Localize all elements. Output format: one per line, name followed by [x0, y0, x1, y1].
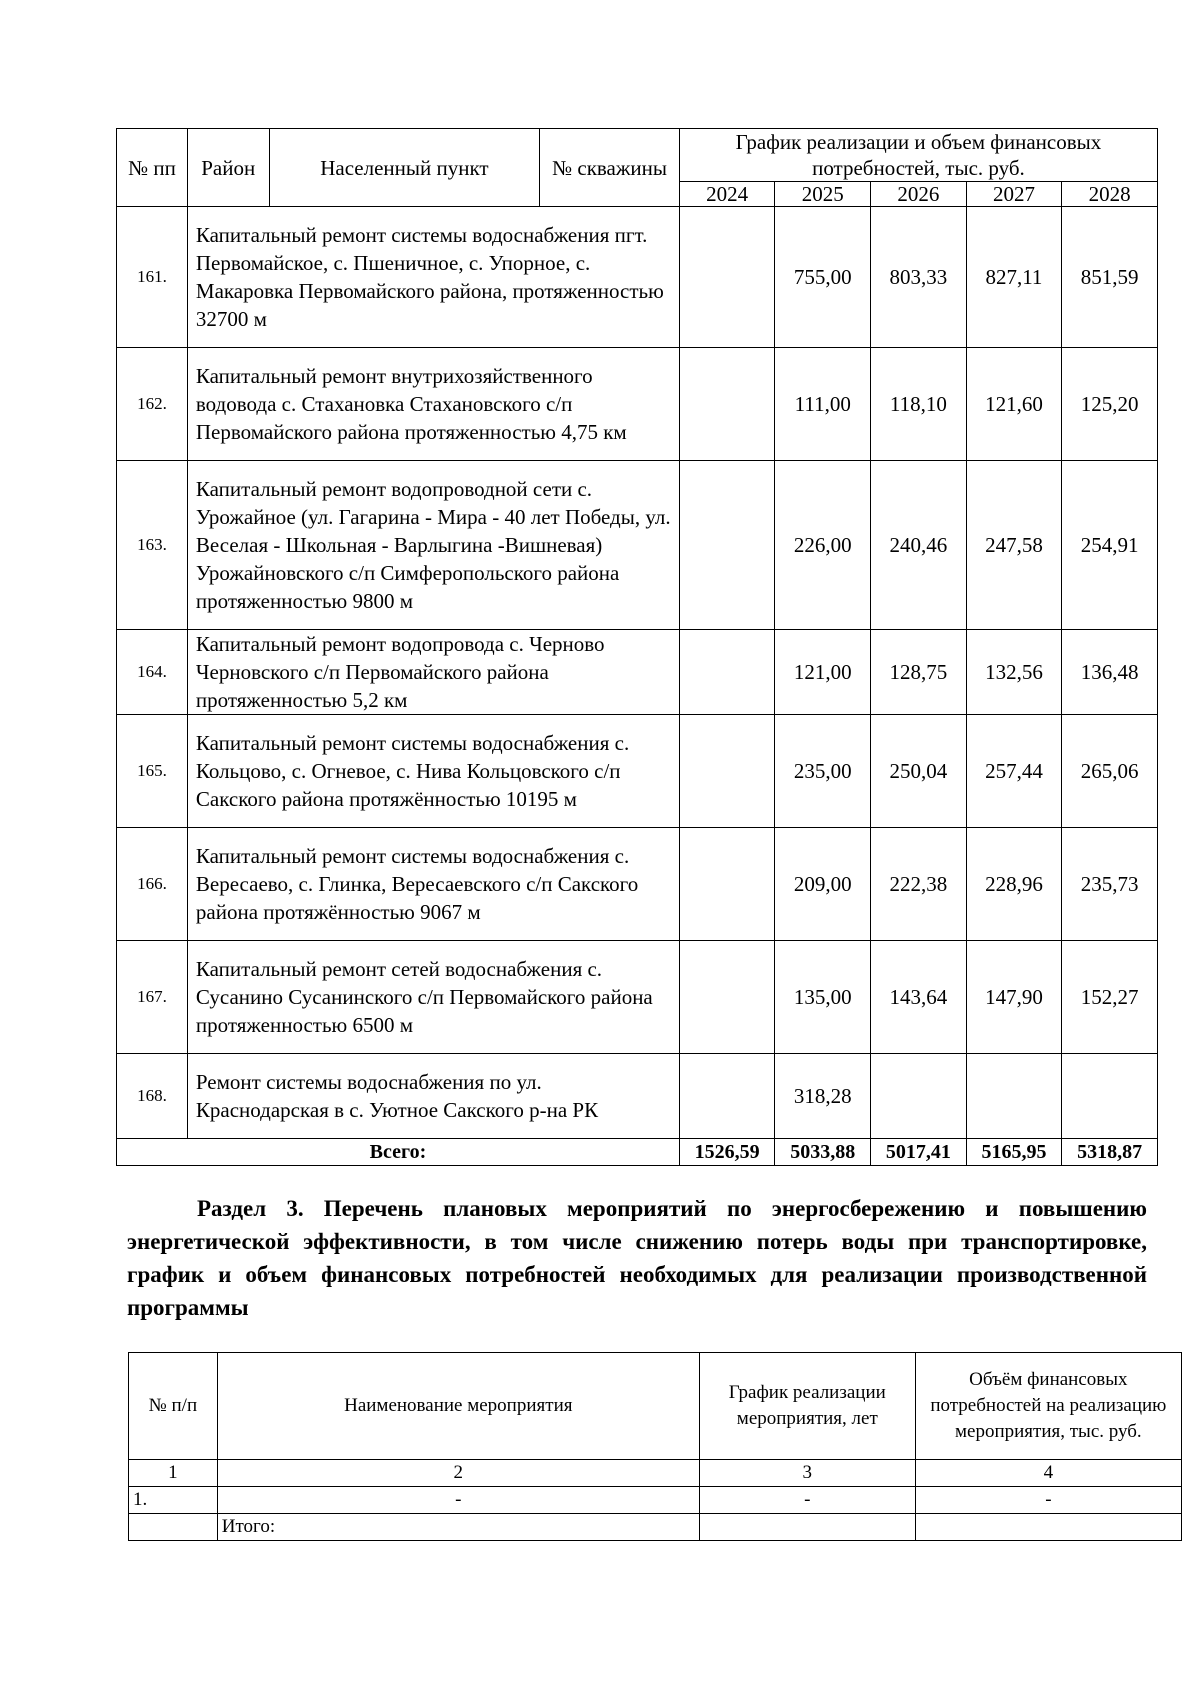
- cell-2026: 250,04: [871, 715, 967, 828]
- row-description: Ремонт системы водоснабжения по ул. Краснодарская в с. Уютное Сакского р-на РК: [187, 1054, 679, 1139]
- col-number: 1: [129, 1460, 218, 1487]
- cell-2024: [679, 207, 775, 348]
- cell-2028: 136,48: [1062, 630, 1158, 715]
- total-2028: 5318,87: [1062, 1139, 1158, 1166]
- table-row: [117, 828, 1158, 941]
- total-2025: 5033,88: [775, 1139, 871, 1166]
- header-num: № п/п: [129, 1353, 218, 1460]
- cell-2025: 235,00: [775, 715, 871, 828]
- row-number: 164.: [117, 630, 188, 715]
- cell-2027: 147,90: [966, 941, 1062, 1054]
- cell-2026: 222,38: [871, 828, 967, 941]
- cell-2028: 235,73: [1062, 828, 1158, 941]
- header-name: Наименование мероприятия: [217, 1353, 699, 1460]
- cell-2028: 152,27: [1062, 941, 1158, 1054]
- header-year: 2028: [1062, 182, 1158, 207]
- row-name: -: [217, 1487, 699, 1514]
- row-description: Капитальный ремонт системы водоснабжения пгт. Первомайское, с. Пшеничное, с. Упорное, с. Макаровка Первомайского района, протяженностью 32700 м: [187, 207, 679, 348]
- header-schedule: График реализации мероприятия, лет: [699, 1353, 915, 1460]
- total-2027: 5165,95: [966, 1139, 1062, 1166]
- empty-cell: [129, 1514, 218, 1541]
- col-number: 3: [699, 1460, 915, 1487]
- total-label: Итого:: [217, 1514, 699, 1541]
- row-number: 161.: [117, 207, 188, 348]
- row-description: Капитальный ремонт сетей водоснабжения с. Сусанино Сусанинского с/п Первомайского района протяженностью 6500 м: [187, 941, 679, 1054]
- table-row: [117, 715, 1158, 828]
- cell-2025: 318,28: [775, 1054, 871, 1139]
- row-number: 162.: [117, 348, 188, 461]
- cell-2025: 135,00: [775, 941, 871, 1054]
- cell-2025: 111,00: [775, 348, 871, 461]
- total-row: [129, 1514, 1182, 1541]
- cell-2028: 125,20: [1062, 348, 1158, 461]
- row-description: Капитальный ремонт внутрихозяйственного водовода с. Стахановка Стахановского с/п Первомайского района протяженностью 4,75 км: [187, 348, 679, 461]
- cell-2027: 257,44: [966, 715, 1062, 828]
- cell-2026: 128,75: [871, 630, 967, 715]
- cell-2026: 143,64: [871, 941, 967, 1054]
- header-well: № скважины: [540, 129, 680, 207]
- row-description: Капитальный ремонт системы водоснабжения с. Вересаево, с. Глинка, Вересаевского с/п Сакского района протяжённостью 9067 м: [187, 828, 679, 941]
- total-label: Всего:: [117, 1139, 680, 1166]
- energy-measures-table: [128, 1352, 1182, 1541]
- cell-2025: 121,00: [775, 630, 871, 715]
- cell-2024: [679, 630, 775, 715]
- cell-2027: 228,96: [966, 828, 1062, 941]
- cell-2027: 827,11: [966, 207, 1062, 348]
- header-district: Район: [187, 129, 269, 207]
- cell-2024: [679, 1054, 775, 1139]
- cell-2026: 240,46: [871, 461, 967, 630]
- cell-2027: 132,56: [966, 630, 1062, 715]
- row-number: 165.: [117, 715, 188, 828]
- cell-2025: 226,00: [775, 461, 871, 630]
- col-number: 2: [217, 1460, 699, 1487]
- cell-2025: 209,00: [775, 828, 871, 941]
- cell-2026: 118,10: [871, 348, 967, 461]
- empty-cell: [915, 1514, 1181, 1541]
- row-description: Капитальный ремонт водопроводной сети с. Урожайное (ул. Гагарина - Мира - 40 лет Победы, ул. Веселая - Школьная - Варлыгина -Вишневая) Урожайновского с/п Симферопольского района протяженностью 9800 м: [187, 461, 679, 630]
- header-schedule: График реализации и объем финансовых потребностей, тыс. руб.: [679, 129, 1157, 182]
- row-number: 163.: [117, 461, 188, 630]
- cell-2027: 121,60: [966, 348, 1062, 461]
- header-settlement: Населенный пункт: [269, 129, 540, 207]
- table-row: [117, 941, 1158, 1054]
- header-pp: № пп: [117, 129, 188, 207]
- col-number: 4: [915, 1460, 1181, 1487]
- row-number: 166.: [117, 828, 188, 941]
- cell-2028: 851,59: [1062, 207, 1158, 348]
- section-3-heading: [127, 1192, 1147, 1324]
- header-volume: Объём финансовых потребностей на реализацию мероприятия, тыс. руб.: [915, 1353, 1181, 1460]
- row-volume: -: [915, 1487, 1181, 1514]
- row-number: 168.: [117, 1054, 188, 1139]
- cell-2028: 265,06: [1062, 715, 1158, 828]
- cell-2024: [679, 715, 775, 828]
- table-row: [117, 1054, 1158, 1139]
- table-row: [117, 348, 1158, 461]
- table-row: [117, 461, 1158, 630]
- header-year: 2024: [679, 182, 775, 207]
- cell-2024: [679, 941, 775, 1054]
- header-year: 2025: [775, 182, 871, 207]
- header-year: 2026: [871, 182, 967, 207]
- cell-2025: 755,00: [775, 207, 871, 348]
- row-number: 1.: [129, 1487, 218, 1514]
- total-2026: 5017,41: [871, 1139, 967, 1166]
- section-3-title: Раздел 3. Перечень плановых мероприятий по энергосбережению и повышению энергетической эффективности, в том числе снижению потерь воды при транспортировке, график и объем финансовых потребностей необходимых для реализации производственной программы: [127, 1196, 1147, 1320]
- header-year: 2027: [966, 182, 1062, 207]
- row-description: Капитальный ремонт водопровода с. Черново Черновского с/п Первомайского района протяженностью 5,2 км: [187, 630, 679, 715]
- financing-table: [116, 128, 1158, 1166]
- table-row: [117, 207, 1158, 348]
- cell-2026: 803,33: [871, 207, 967, 348]
- cell-2027: 247,58: [966, 461, 1062, 630]
- cell-2027: [966, 1054, 1062, 1139]
- cell-2024: [679, 461, 775, 630]
- cell-2028: 254,91: [1062, 461, 1158, 630]
- row-description: Капитальный ремонт системы водоснабжения с. Кольцово, с. Огневое, с. Нива Кольцовского с/п Сакского района протяжённостью 10195 м: [187, 715, 679, 828]
- cell-2026: [871, 1054, 967, 1139]
- table-row: [117, 630, 1158, 715]
- empty-cell: [699, 1514, 915, 1541]
- cell-2024: [679, 828, 775, 941]
- row-schedule: -: [699, 1487, 915, 1514]
- total-row: [117, 1139, 1158, 1166]
- cell-2028: [1062, 1054, 1158, 1139]
- row-number: 167.: [117, 941, 188, 1054]
- total-2024: 1526,59: [679, 1139, 775, 1166]
- cell-2024: [679, 348, 775, 461]
- table-row: [129, 1487, 1182, 1514]
